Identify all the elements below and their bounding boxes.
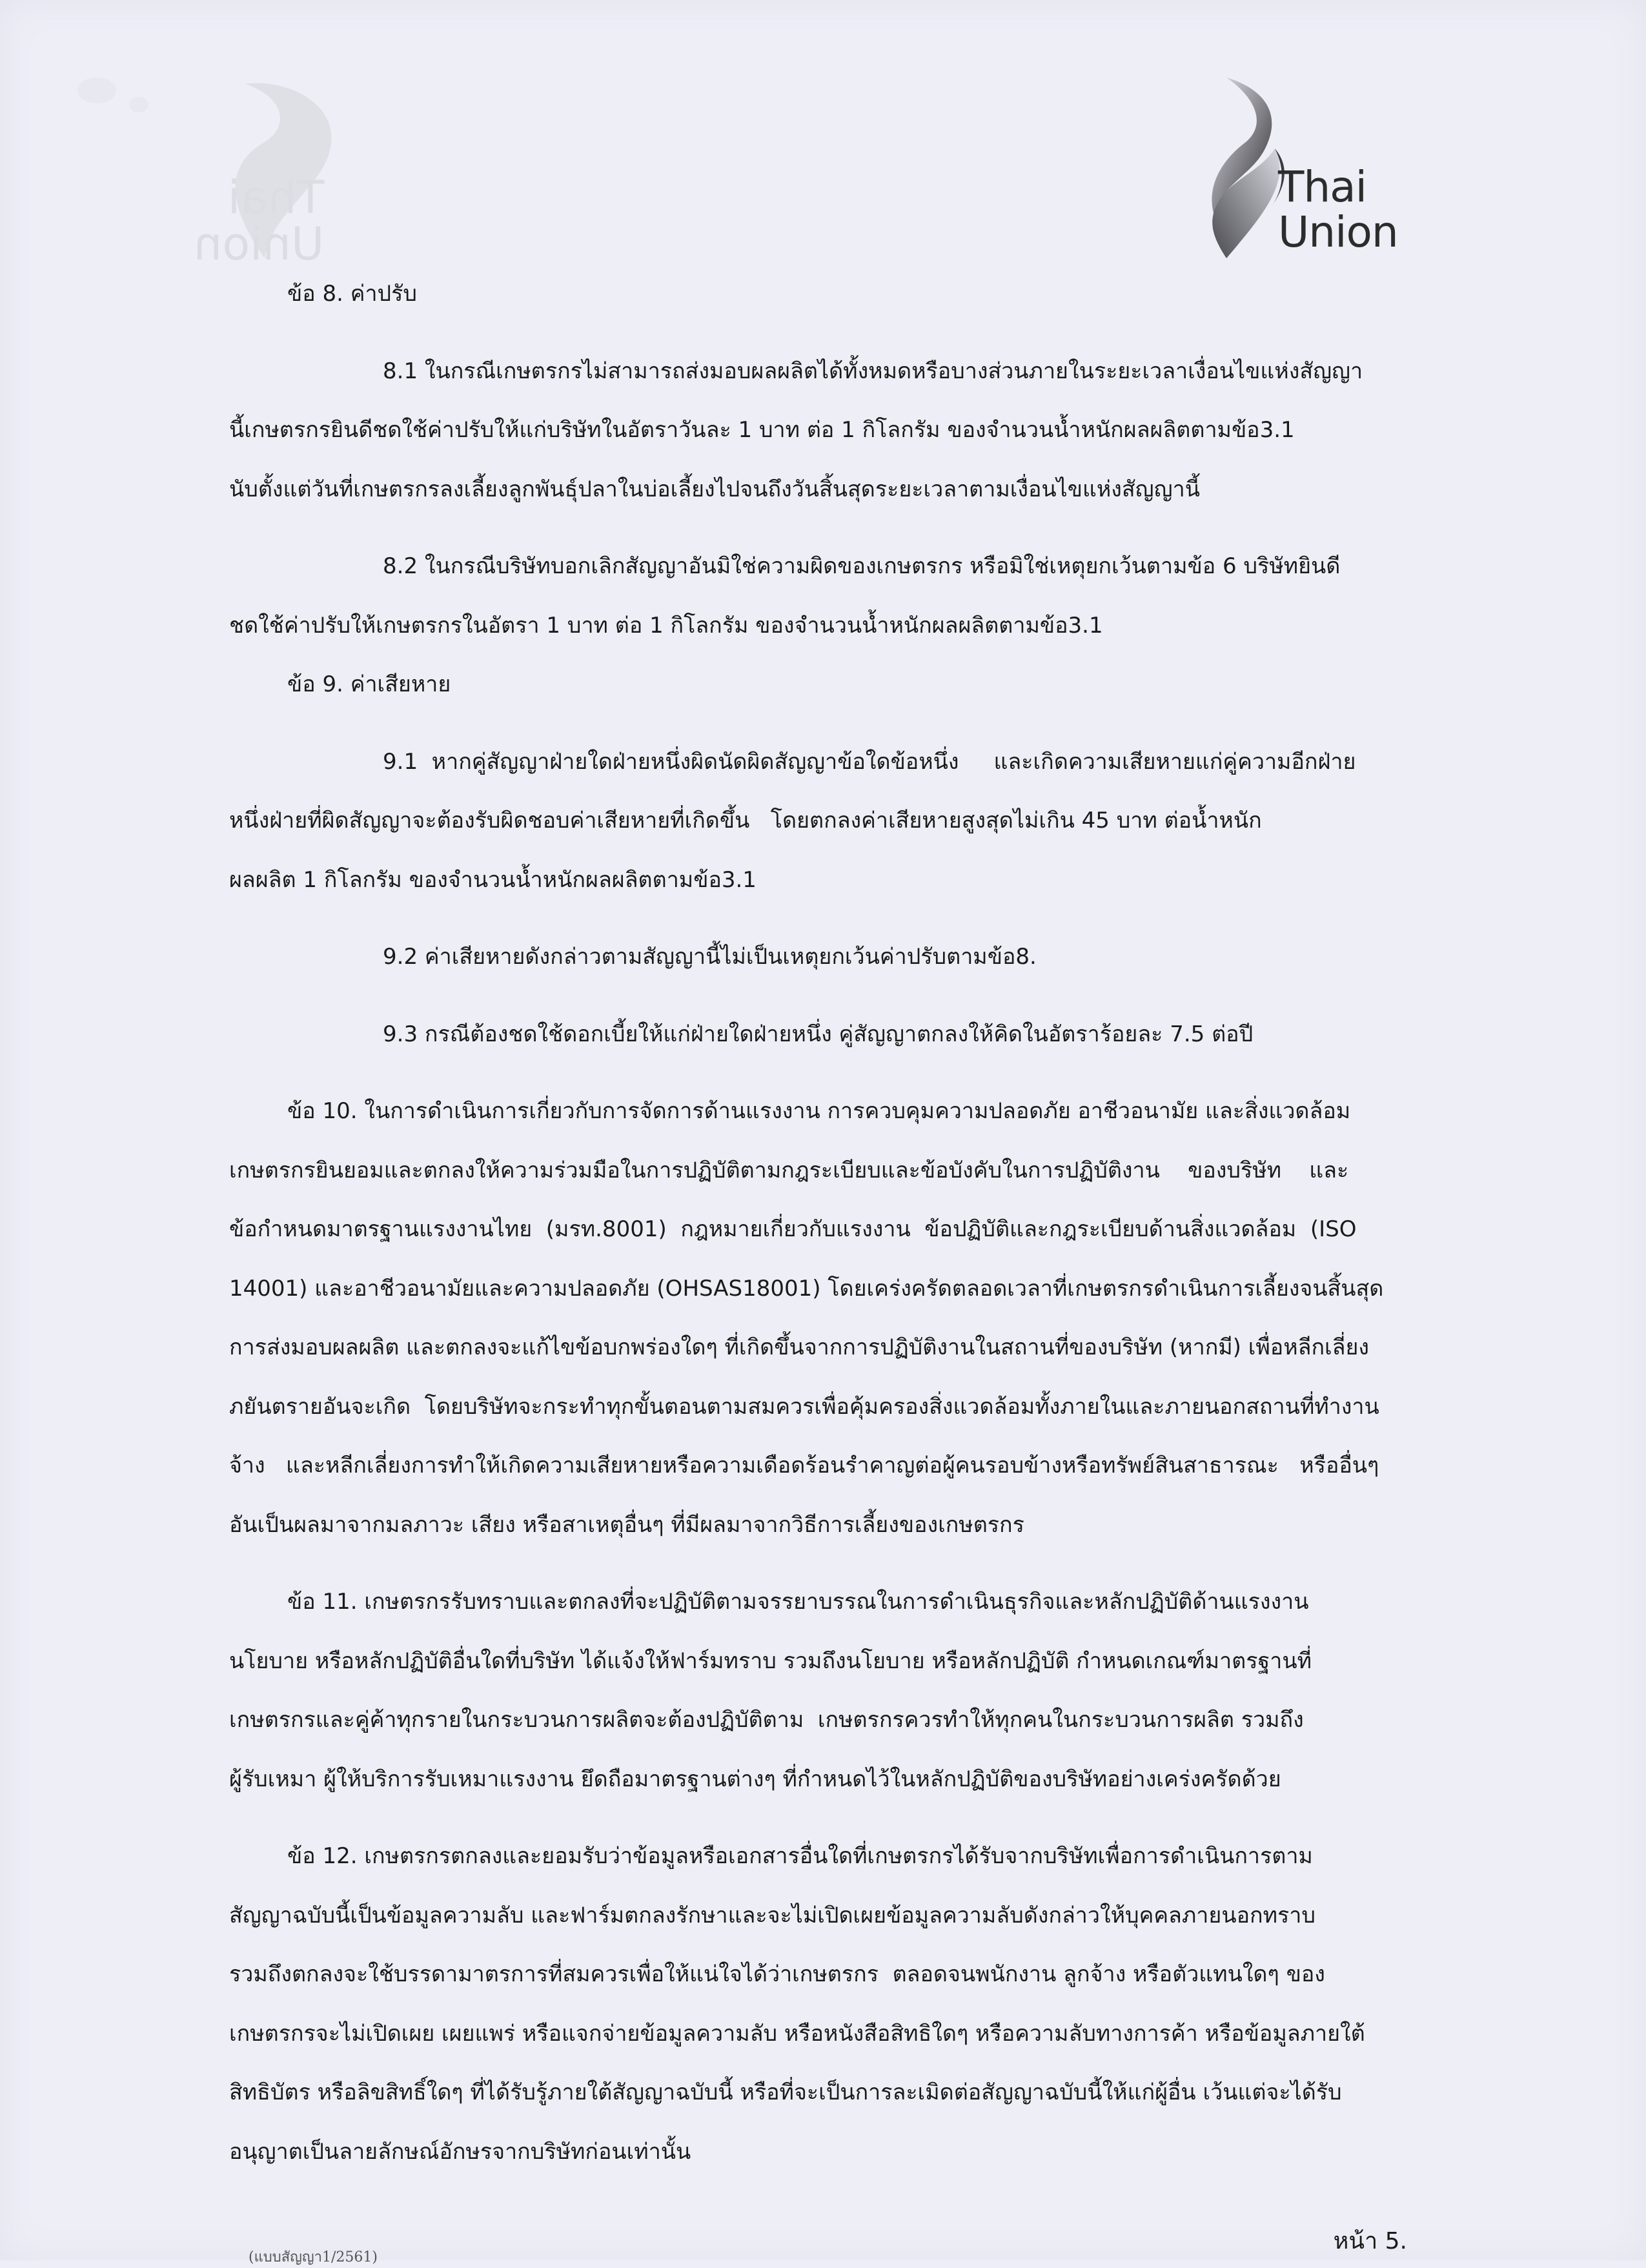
clause-10-line-2: เกษตรกรยินยอมและตกลงให้ความร่วมมือในการปฏิบัติตามกฎระเบียบและข้อบังคับในการปฏิบัติงาน ของบริษัท และ [229, 1157, 1349, 1183]
clause-12-line-4: เกษตรกรจะไม่เปิดเผย เผยแพร่ หรือแจกจ่ายข้อมูลความลับ หรือหนังสือสิทธิใดๆ หรือความลับทางการค้า หรือข้อมูลภายใต้ [229, 2020, 1365, 2047]
logo-wordmark [1278, 162, 1398, 257]
clause-12-line-5: สิทธิบัตร หรือลิขสิทธิ์ใดๆ ที่ได้รับรู้ภายใต้สัญญาฉบับนี้ หรือที่จะเป็นการละเมิดต่อสัญญาฉบับนี้ให้แก่ผู้อื่น เว้นแต่จะได้รับ [229, 2079, 1342, 2105]
company-logo [1188, 71, 1420, 265]
paper-smudge [77, 77, 116, 103]
clause-10-line-6: ภยันตรายอันจะเกิด โดยบริษัทจะกระทำทุกขั้นตอนตามสมควรเพื่อคุ้มครองสิ่งแวดล้อมทั้งภายในและภายนอกสถานที่ทำงาน [229, 1393, 1379, 1420]
paper-smudge [129, 97, 148, 112]
clause-11-line-2: นโยบาย หรือหลักปฏิบัติอื่นใดที่บริษัท ได้แจ้งให้ฟาร์มทราบ รวมถึงนโยบาย หรือหลักปฏิบัติ กำหนดเกณฑ์มาตรฐานที่ [229, 1648, 1312, 1674]
clause-10-line-3: ข้อกำหนดมาตรฐานแรงงานไทย (มรท.8001) กฎหมายเกี่ยวกับแรงงาน ข้อปฏิบัติและกฎระเบียบด้านสิ่งแวดล้อม (ISO [229, 1216, 1357, 1242]
page-number: หน้า 5. [1333, 2228, 1407, 2254]
bleed-through-logo-text: Thai Union [194, 171, 325, 271]
clause-10-line-1: ข้อ 10. ในการดำเนินการเกี่ยวกับการจัดการด้านแรงงาน การควบคุมความปลอดภัย อาชีวอนามัย และสิ่งแวดล้อม [287, 1098, 1351, 1124]
clause-8-2-line-2: ชดใช้ค่าปรับให้เกษตรกรในอัตรา 1 บาท ต่อ 1 กิโลกรัม ของจำนวนน้ำหนักผลผลิตตามข้อ3.1 [229, 612, 1103, 639]
clause-9-1-line-3: ผลผลิต 1 กิโลกรัม ของจำนวนน้ำหนักผลผลิตตามข้อ3.1 [229, 866, 757, 893]
clause-12-line-2: สัญญาฉบับนี้เป็นข้อมูลความลับ และฟาร์มตกลงรักษาและจะไม่เปิดเผยข้อมูลความลับดังกล่าวให้บุคคลภายนอกทราบ [229, 1902, 1316, 1928]
clause-12-line-1: ข้อ 12. เกษตรกรตกลงและยอมรับว่าข้อมูลหรือเอกสารอื่นใดที่เกษตรกรได้รับจากบริษัทเพื่อการดำเนินการตาม [287, 1843, 1313, 1869]
clause-9-2: 9.2 ค่าเสียหายดังกล่าวตามสัญญานี้ไม่เป็นเหตุยกเว้นค่าปรับตามข้อ8. [383, 944, 1037, 970]
form-code: (แบบสัญญา1/2561) [249, 2249, 378, 2265]
clause-11-line-3: เกษตรกรและคู่ค้าทุกรายในกระบวนการผลิตจะต้องปฏิบัติตาม เกษตรกรควรทำให้ทุกคนในกระบวนการผลิต รวมถึง [229, 1707, 1304, 1733]
clause-10-line-5: การส่งมอบผลผลิต และตกลงจะแก้ไขข้อบกพร่องใดๆ ที่เกิดขึ้นจากการปฏิบัติงานในสถานที่ของบริษัท (หากมี) เพื่อหลีกเลี่ยง [229, 1334, 1370, 1360]
clause-9-heading: ข้อ 9. ค่าเสียหาย [287, 671, 451, 697]
clause-8-heading: ข้อ 8. ค่าปรับ [287, 281, 417, 307]
clause-12-line-3: รวมถึงตกลงจะใช้บรรดามาตรการที่สมควรเพื่อให้แน่ใจได้ว่าเกษตรกร ตลอดจนพนักงาน ลูกจ้าง หรือตัวแทนใดๆ ของ [229, 1961, 1325, 1987]
clause-12-line-6: อนุญาตเป็นลายลักษณ์อักษรจากบริษัทก่อนเท่านั้น [229, 2138, 691, 2165]
clause-9-1-line-2: หนึ่งฝ่ายที่ผิดสัญญาจะต้องรับผิดชอบค่าเสียหายที่เกิดขึ้น โดยตกลงค่าเสียหายสูงสุดไม่เกิน 45 บาท ต่อน้ำหนัก [229, 808, 1262, 833]
clause-9-1-line-1: 9.1 หากคู่สัญญาฝ่ายใดฝ่ายหนึ่งผิดนัดผิดสัญญาข้อใดข้อหนึ่ง และเกิดความเสียหายแก่คู่ความอีกฝ่าย [383, 748, 1356, 775]
clause-8-2-line-1: 8.2 ในกรณีบริษัทบอกเลิกสัญญาอันมิใช่ความผิดของเกษตรกร หรือมิใช่เหตุยกเว้นตามข้อ 6 บริษัทยินดี [383, 553, 1341, 579]
clause-10-line-7: จ้าง และหลีกเลี่ยงการทำให้เกิดความเสียหายหรือความเดือดร้อนรำคาญต่อผู้คนรอบข้างหรือทรัพย์สินสาธารณะ หรืออื่นๆ [229, 1453, 1379, 1478]
clause-8-1-line-1: 8.1 ในกรณีเกษตรกรไม่สามารถส่งมอบผลผลิตได้ทั้งหมดหรือบางส่วนภายในระยะเวลาเงื่อนไขแห่งสัญญา [383, 358, 1363, 384]
clause-9-3: 9.3 กรณีต้องชดใช้ดอกเบี้ยให้แก่ฝ่ายใดฝ่ายหนึ่ง คู่สัญญาตกลงให้คิดในอัตราร้อยละ 7.5 ต่อปี [383, 1021, 1254, 1047]
logo-line-2: Union [1278, 207, 1398, 257]
logo-line-1: Thai [1278, 162, 1367, 212]
document-body [229, 265, 1410, 2181]
clause-8-1-line-3: นับตั้งแต่วันที่เกษตรกรลงเลี้ยงลูกพันธุ์ปลาในบ่อเลี้ยงไปจนถึงวันสิ้นสุดระยะเวลาตามเงื่อนไขแห่งสัญญานี้ [229, 476, 1200, 502]
clause-10-line-4: 14001) และอาชีวอนามัยและความปลอดภัย (OHSAS18001) โดยเคร่งครัดตลอดเวลาที่เกษตรกรดำเนินการเลี้ยงจนสิ้นสุด [229, 1275, 1384, 1302]
bleed-through-logo [194, 71, 465, 271]
clause-11-line-4: ผู้รับเหมา ผู้ให้บริการรับเหมาแรงงาน ยึดถือมาตรฐานต่างๆ ที่กำหนดไว้ในหลักปฏิบัติของบริษัทอย่างเคร่งครัดด้วย [229, 1766, 1281, 1792]
clause-10-line-8: อันเป็นผลมาจากมลภาวะ เสียง หรือสาเหตุอื่นๆ ที่มีผลมาจากวิธีการเลี้ยงของเกษตรกร [229, 1511, 1024, 1538]
clause-8-1-line-2: นี้เกษตรกรยินดีชดใช้ค่าปรับให้แก่บริษัทในอัตราวันละ 1 บาท ต่อ 1 กิโลกรัม ของจำนวนน้ำหนักผลผลิตตามข้อ3.1 [229, 417, 1295, 443]
clause-11-line-1: ข้อ 11. เกษตรกรรับทราบและตกลงที่จะปฏิบัติตามจรรยาบรรณในการดำเนินธุรกิจและหลักปฏิบัติด้านแรงงาน [287, 1589, 1309, 1615]
